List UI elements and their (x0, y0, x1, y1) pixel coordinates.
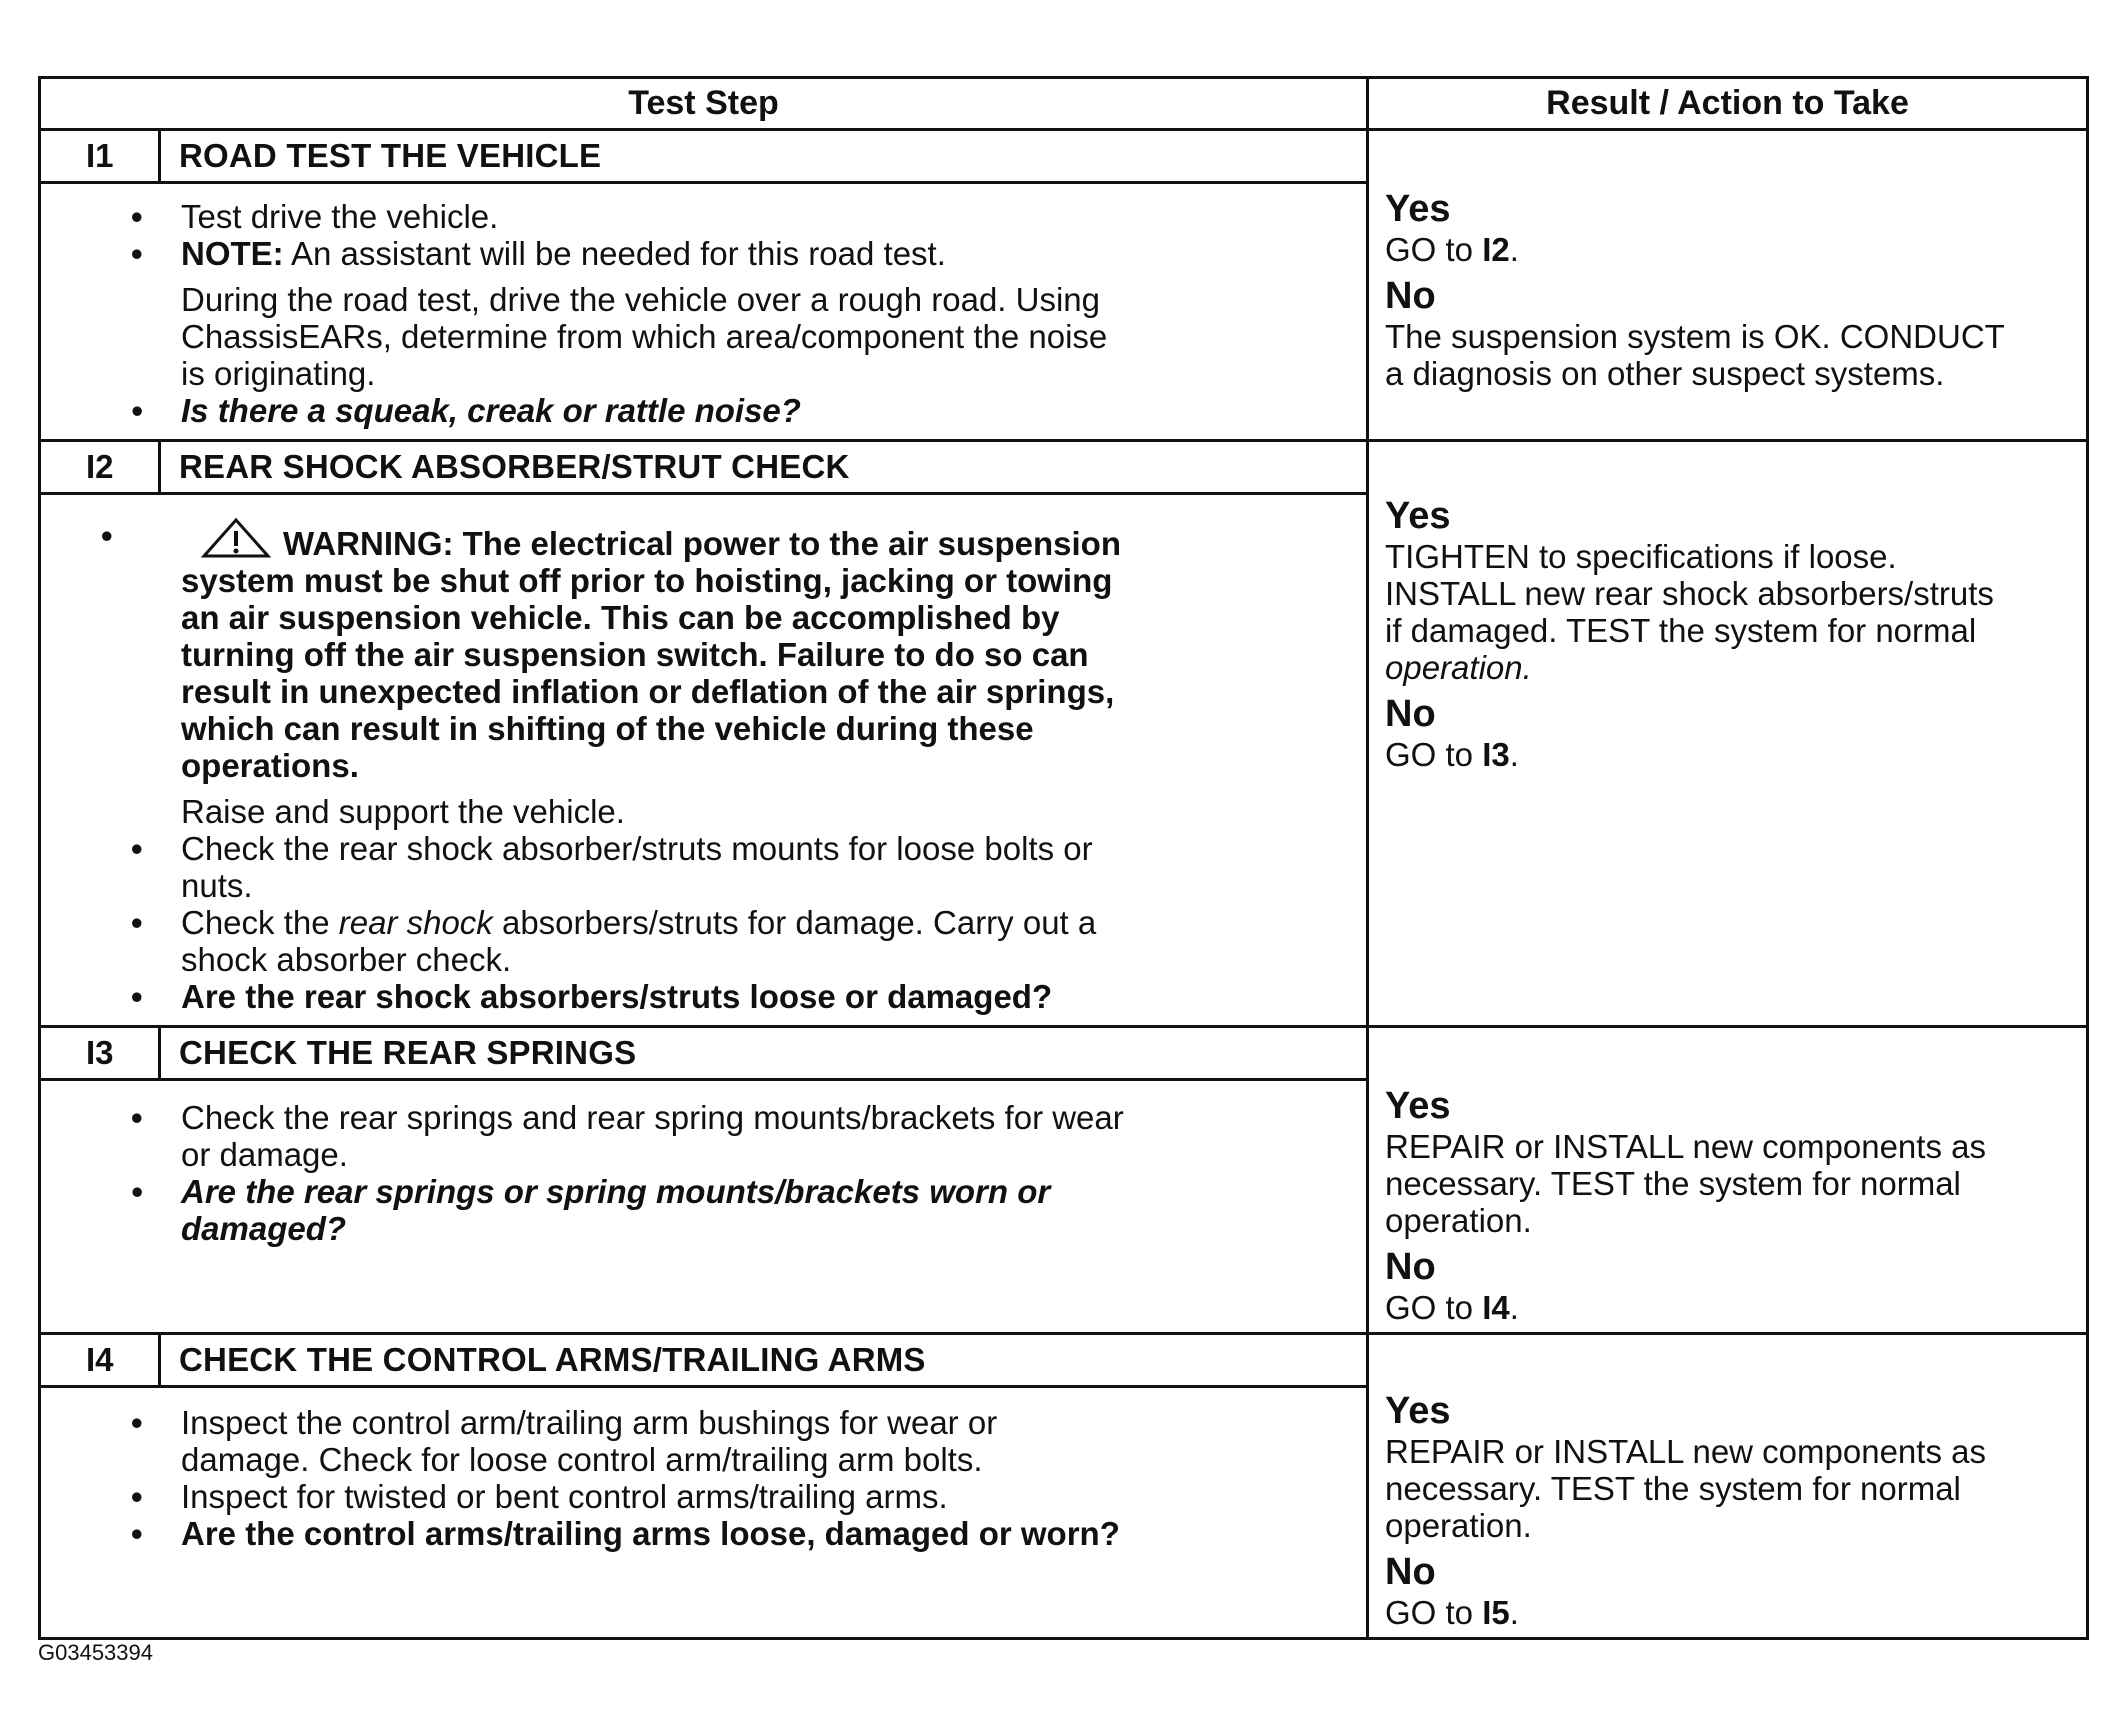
step-line: • Inspect for twisted or bent control arms/trailing arms. (181, 1478, 1326, 1515)
warning-triangle-icon (201, 517, 271, 559)
no-action-text: GO to (1385, 736, 1483, 773)
no-action-ref: I4 (1482, 1289, 1510, 1326)
header-result-action: Result / Action to Take (1368, 78, 2088, 130)
step-line: nuts. (181, 867, 253, 904)
yes-action: operation. (1385, 1202, 1532, 1239)
no-action: GO to I3. (1385, 736, 1519, 773)
warning-line (151, 517, 1326, 562)
no-label: No (1385, 1246, 1436, 1288)
yes-action: REPAIR or INSTALL new components as (1385, 1433, 1986, 1470)
yes-action: operation. (1385, 649, 1532, 686)
yes-action: GO to I2. (1385, 231, 1519, 268)
step-title-row (41, 1028, 1366, 1081)
note-label: NOTE: (181, 235, 284, 272)
step-question: damaged? (181, 1210, 347, 1247)
no-action-ref: I3 (1482, 736, 1510, 773)
yes-label: Yes (1385, 188, 1451, 230)
no-label: No (1385, 275, 1436, 317)
no-label: No (1385, 693, 1436, 735)
diagnostic-test-table (38, 76, 2089, 1640)
warning-line: which can result in shifting of the vehicle during these (181, 710, 1034, 747)
step-title: ROAD TEST THE VEHICLE (179, 137, 602, 174)
warning-text: WARNING: The electrical power to the air suspension (283, 525, 1121, 562)
step-line (181, 904, 1326, 941)
step-line (181, 235, 1326, 272)
step-id: I1 (41, 131, 161, 181)
no-action: GO to I5. (1385, 1594, 1519, 1631)
no-action-text: GO to (1385, 1594, 1483, 1631)
step-id: I4 (41, 1335, 161, 1385)
result-i4 (1368, 1334, 2088, 1639)
step-id: I2 (41, 442, 161, 492)
result-i1 (1368, 130, 2088, 441)
header-test-step: Test Step (40, 78, 1368, 130)
step-id: I3 (41, 1028, 161, 1078)
warning-line: result in unexpected inflation or deflation of the air springs, (181, 673, 1115, 710)
step-title-row (41, 131, 1366, 184)
step-line: • Check the rear springs and rear spring mounts/brackets for wear (181, 1099, 1326, 1136)
yes-action: if damaged. TEST the system for normal (1385, 612, 1977, 649)
step-question: • Is there a squeak, creak or rattle noise? (181, 392, 1326, 429)
no-action: a diagnosis on other suspect systems. (1385, 355, 1945, 392)
step-line-part: absorbers/struts for damage. Carry out a (492, 904, 1097, 941)
no-action-text: GO to (1385, 1289, 1483, 1326)
step-line: damage. Check for loose control arm/trailing arm bolts. (181, 1441, 983, 1478)
result-i3 (1368, 1027, 2088, 1334)
yes-action: operation. (1385, 1507, 1532, 1544)
step-title: CHECK THE CONTROL ARMS/TRAILING ARMS (179, 1341, 926, 1378)
step-line: or damage. (181, 1136, 348, 1173)
step-line: is originating. (181, 355, 376, 392)
yes-action: necessary. TEST the system for normal (1385, 1470, 1961, 1507)
warning-line: an air suspension vehicle. This can be accomplished by (181, 599, 1060, 636)
yes-label: Yes (1385, 1085, 1451, 1127)
figure-id: G03453394 (38, 1640, 153, 1665)
no-label: No (1385, 1551, 1436, 1593)
step-title-row (41, 442, 1366, 495)
step-line: • Test drive the vehicle. (181, 198, 1326, 235)
no-action-ref: I5 (1482, 1594, 1510, 1631)
warning-line: system must be shut off prior to hoisting, jacking or towing (181, 562, 1113, 599)
step-line: Raise and support the vehicle. (181, 793, 625, 830)
step-i3 (40, 1027, 1368, 1334)
step-question: • Are the rear shock absorbers/struts loose or damaged? (181, 978, 1326, 1015)
yes-action-text: GO to (1385, 231, 1483, 268)
result-i2 (1368, 441, 2088, 1027)
step-body (41, 184, 1366, 439)
step-line-italic: rear shock (338, 904, 493, 941)
yes-action-ref: I2 (1482, 231, 1510, 268)
step-line: ChassisEARs, determine from which area/component the noise (181, 318, 1108, 355)
step-line: • Inspect the control arm/trailing arm bushings for wear or (181, 1404, 1326, 1441)
step-body (41, 495, 1366, 1025)
warning-line: turning off the air suspension switch. Failure to do so can (181, 636, 1089, 673)
step-title-row (41, 1335, 1366, 1388)
step-body (41, 1081, 1366, 1257)
yes-action: REPAIR or INSTALL new components as (1385, 1128, 1986, 1165)
step-i1 (40, 130, 1368, 441)
warning-line: operations. (181, 747, 359, 784)
yes-action: necessary. TEST the system for normal (1385, 1165, 1961, 1202)
step-line: During the road test, drive the vehicle over a rough road. Using (181, 281, 1101, 318)
step-line: shock absorber check. (181, 941, 512, 978)
yes-action: INSTALL new rear shock absorbers/struts (1385, 575, 1994, 612)
yes-label: Yes (1385, 495, 1451, 537)
yes-action: TIGHTEN to specifications if loose. (1385, 538, 1897, 575)
step-line: • Check the rear shock absorber/struts mounts for loose bolts or (181, 830, 1326, 867)
yes-label: Yes (1385, 1390, 1451, 1432)
note-text: An assistant will be needed for this road test. (283, 235, 946, 272)
no-action: GO to I4. (1385, 1289, 1519, 1326)
step-title: REAR SHOCK ABSORBER/STRUT CHECK (179, 448, 850, 485)
step-question: • Are the rear springs or spring mounts/brackets worn or (181, 1173, 1326, 1210)
step-i4 (40, 1334, 1368, 1639)
step-body (41, 1388, 1366, 1562)
step-i2 (40, 441, 1368, 1027)
no-action: The suspension system is OK. CONDUCT (1385, 318, 2005, 355)
step-question: • Are the control arms/trailing arms loose, damaged or worn? (181, 1515, 1326, 1552)
step-line-part: Check the (181, 904, 339, 941)
step-title: CHECK THE REAR SPRINGS (179, 1034, 637, 1071)
